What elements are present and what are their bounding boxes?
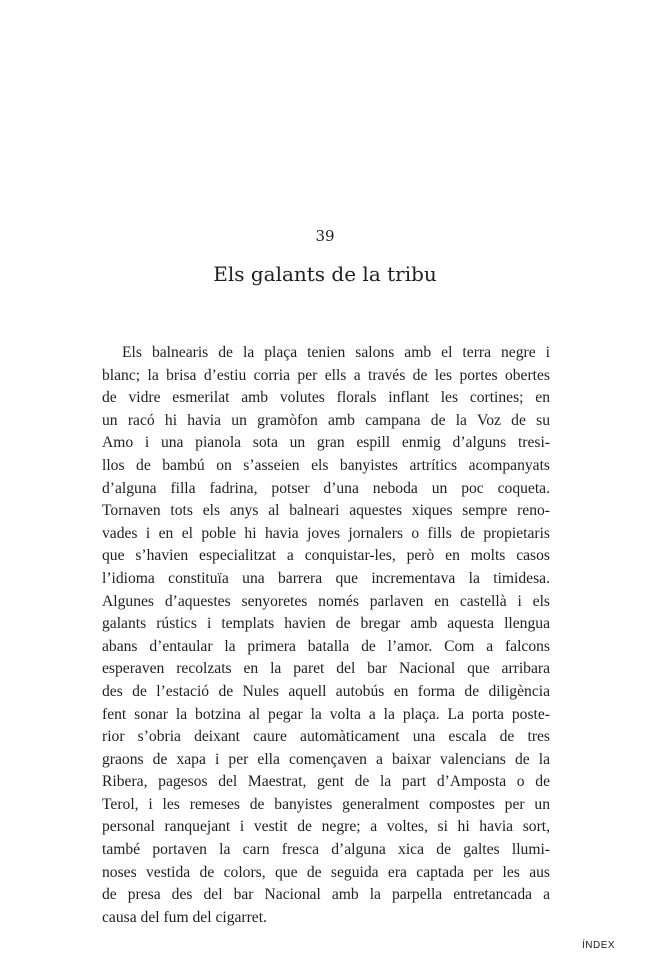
body-line: fent sonar la botzina al pegar la volta a la plaça. La porta poste- xyxy=(102,705,550,723)
body-line: noses vestida de colors, que de seguida era captada per les aus xyxy=(102,863,550,881)
body-line: vades i en el poble hi havia joves jornalers o fills de propietaris xyxy=(102,524,550,542)
body-line: d’alguna filla fadrina, potser d’una neboda un poc coqueta. xyxy=(102,479,550,497)
body-line: abans d’entaular la primera batalla de l’amor. Com a falcons xyxy=(102,637,550,655)
body-line: que s’havien especialitzat a conquistar-les, però en molts casos xyxy=(102,547,550,565)
body-line: Algunes d’aquestes senyoretes només parlaven en castellà i els xyxy=(102,592,550,610)
body-line: Amo i una pianola sota un gran espill enmig d’alguns tresi- xyxy=(102,434,550,452)
chapter-title: Els galants de la tribu xyxy=(213,262,437,286)
body-line: des de l’estació de Nules aquell autobús en forma de diligència xyxy=(102,682,550,700)
body-line: llos de bambú on s’asseien els banyistes artrítics acompanyats xyxy=(102,456,550,474)
body-line: Tornaven tots els anys al balneari aquestes xiques sempre reno- xyxy=(102,502,550,520)
body-line: de presa des del bar Nacional amb la parpella entretancada a xyxy=(102,886,550,904)
body-line: graons de xapa i per ella començaven a baixar valencians de la xyxy=(102,750,550,768)
body-line: també portaven la carn fresca d’alguna xica de galtes llumi- xyxy=(102,841,550,859)
index-link[interactable]: ÍNDEX xyxy=(582,940,616,951)
body-line: rior s’obria deixant caure automàticament una escala de tres xyxy=(102,728,550,746)
body-line: un racó hi havia un gramòfon amb campana de la Voz de su xyxy=(102,411,550,429)
body-line: l’idioma constituïa una barrera que incrementava la timidesa. xyxy=(102,569,550,587)
body-line: de vidre esmerilat amb volutes florals inflant les cortines; en xyxy=(102,389,550,407)
body-line: esperaven recolzats en la paret del bar Nacional que arribara xyxy=(102,660,550,678)
chapter-body-text xyxy=(102,342,550,929)
body-line: Terol, i les remeses de banyistes generalment compostes per un xyxy=(102,795,550,813)
body-line: causa del fum del cigarret. xyxy=(102,908,267,926)
body-line: personal ranquejant i vestit de negre; a voltes, si hi havia sort, xyxy=(102,818,550,836)
body-line: galants rústics i templats havien de bregar amb aquesta llengua xyxy=(102,615,550,633)
body-line: blanc; la brisa d’estiu corria per ells a través de les portes obertes xyxy=(102,366,550,384)
chapter-number: 39 xyxy=(315,227,335,245)
body-line: Els balnearis de la plaça tenien salons amb el terra negre i xyxy=(122,344,550,361)
body-line: Ribera, pagesos del Maestrat, gent de la part d’Amposta o de xyxy=(102,773,550,791)
